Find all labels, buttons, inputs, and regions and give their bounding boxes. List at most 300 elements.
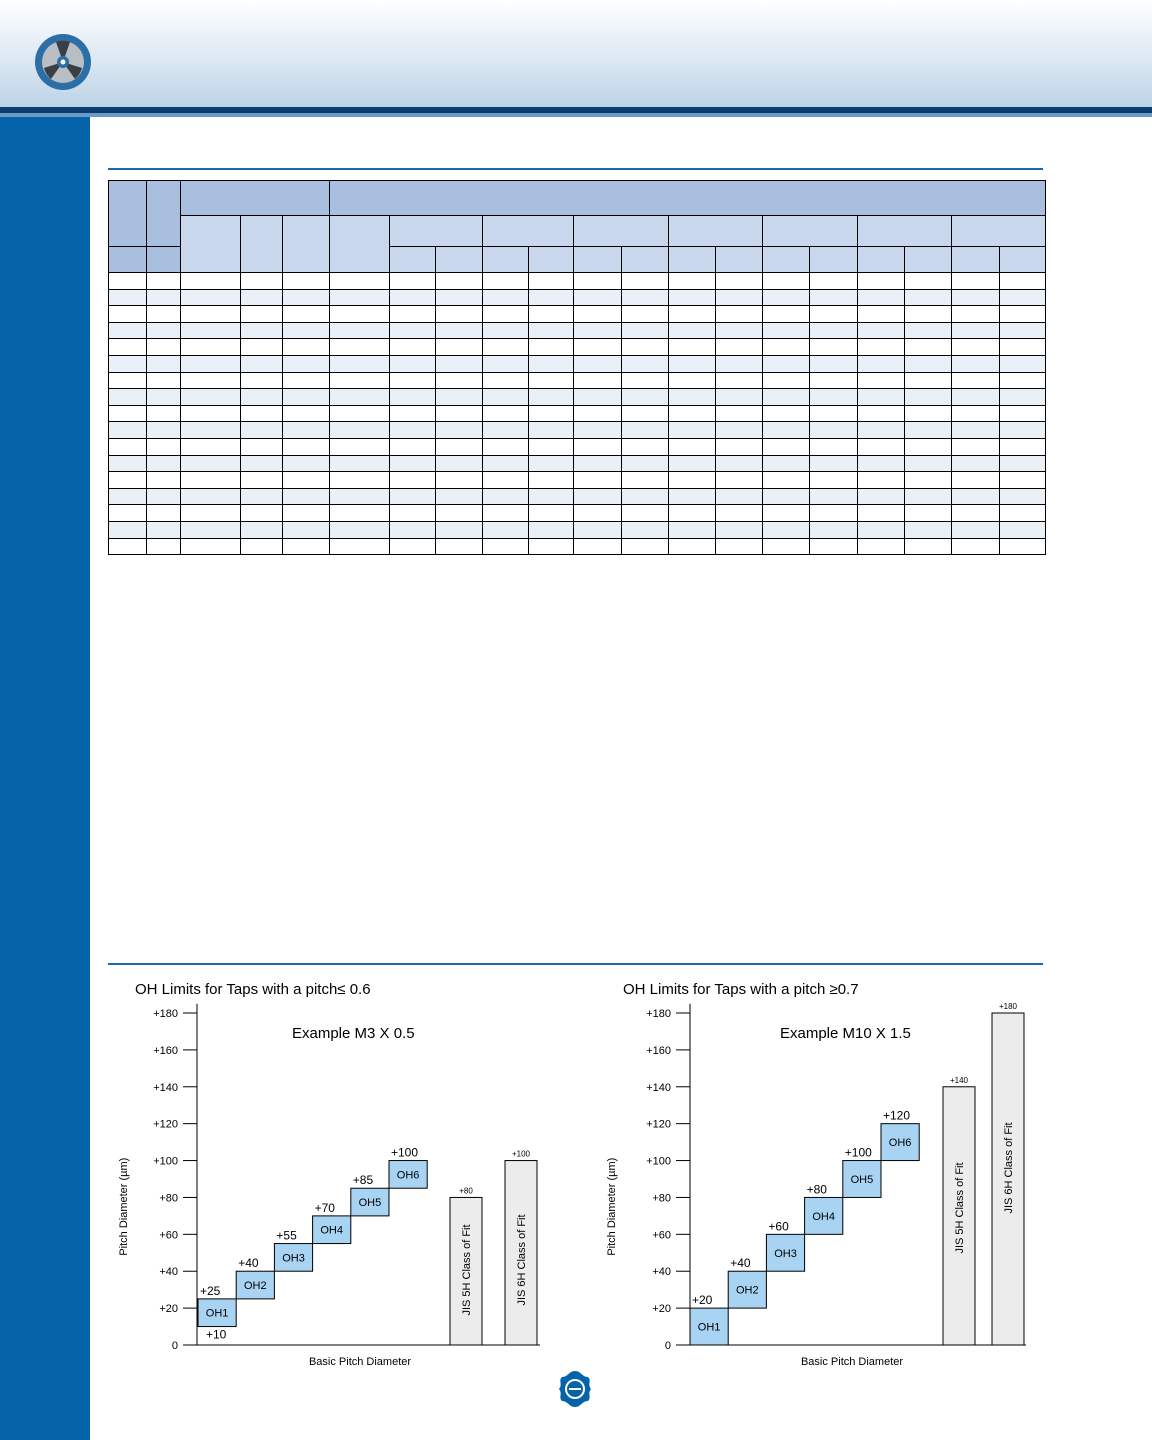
table-cell bbox=[810, 306, 858, 323]
table-cell bbox=[147, 372, 181, 389]
table-cell bbox=[669, 455, 716, 472]
table-cell bbox=[810, 455, 858, 472]
tick-label: +60 bbox=[652, 1229, 671, 1242]
table-cell bbox=[952, 339, 1000, 356]
table-cell bbox=[529, 455, 574, 472]
oh-upper-limit: +70 bbox=[314, 1200, 335, 1215]
table-row bbox=[109, 405, 1046, 422]
table-cell bbox=[147, 422, 181, 439]
table-cell bbox=[436, 289, 483, 306]
tick-label: +40 bbox=[652, 1266, 671, 1279]
table-cell bbox=[436, 505, 483, 522]
table-cell bbox=[716, 488, 763, 505]
table-cell bbox=[1000, 372, 1046, 389]
table-row bbox=[109, 355, 1046, 372]
table-cell bbox=[669, 488, 716, 505]
table-cell bbox=[147, 521, 181, 538]
table-cell bbox=[810, 422, 858, 439]
table-cell bbox=[1000, 306, 1046, 323]
table-cell bbox=[283, 289, 330, 306]
table-cell bbox=[241, 488, 283, 505]
table-cell bbox=[436, 372, 483, 389]
table-cell bbox=[181, 339, 241, 356]
table-cell bbox=[529, 521, 574, 538]
header-cell bbox=[905, 247, 952, 273]
table-cell bbox=[330, 322, 390, 339]
header-cell bbox=[952, 216, 1046, 247]
table-cell bbox=[330, 372, 390, 389]
tick-label: 0 bbox=[664, 1340, 671, 1352]
table-cell bbox=[436, 538, 483, 555]
table-cell bbox=[716, 521, 763, 538]
oh-upper-limit: +100 bbox=[391, 1145, 419, 1160]
table-cell bbox=[529, 422, 574, 439]
table-cell bbox=[669, 389, 716, 406]
table-cell bbox=[147, 405, 181, 422]
oh-box-label: OH2 bbox=[735, 1284, 759, 1297]
table-cell bbox=[858, 273, 905, 290]
table-cell bbox=[858, 488, 905, 505]
table-cell bbox=[241, 372, 283, 389]
table-cell bbox=[181, 355, 241, 372]
table-cell bbox=[283, 455, 330, 472]
table-cell bbox=[283, 273, 330, 290]
header-cell bbox=[147, 247, 181, 273]
table-cell bbox=[529, 505, 574, 522]
table-cell bbox=[283, 372, 330, 389]
table-cell bbox=[905, 389, 952, 406]
table-cell bbox=[716, 273, 763, 290]
table-cell bbox=[622, 355, 669, 372]
table-cell bbox=[952, 306, 1000, 323]
table-cell bbox=[483, 372, 529, 389]
table-cell bbox=[952, 355, 1000, 372]
table-cell bbox=[810, 521, 858, 538]
table-cell bbox=[109, 521, 147, 538]
table-cell bbox=[181, 273, 241, 290]
table-cell bbox=[716, 306, 763, 323]
table-cell bbox=[529, 339, 574, 356]
header-cell bbox=[390, 216, 483, 247]
table-cell bbox=[283, 405, 330, 422]
oh-upper-limit: +120 bbox=[883, 1108, 911, 1123]
header-cell bbox=[810, 247, 858, 273]
table-cell bbox=[763, 505, 810, 522]
table-cell bbox=[529, 438, 574, 455]
table-cell bbox=[669, 405, 716, 422]
tick-label: +140 bbox=[646, 1081, 671, 1094]
oh-lower-limit: +10 bbox=[206, 1327, 227, 1342]
table-cell bbox=[483, 289, 529, 306]
oh-box-label: OH2 bbox=[243, 1280, 267, 1293]
header-cell bbox=[241, 216, 283, 273]
jis-upper-limit: +80 bbox=[459, 1186, 473, 1196]
table-cell bbox=[622, 438, 669, 455]
oh-box-label: OH3 bbox=[774, 1247, 797, 1260]
table-cell bbox=[147, 488, 181, 505]
table-cell bbox=[436, 306, 483, 323]
oh-box-label: OH1 bbox=[697, 1321, 721, 1334]
table-cell bbox=[858, 339, 905, 356]
table-row bbox=[109, 488, 1046, 505]
table-cell bbox=[858, 472, 905, 489]
table-cell bbox=[109, 538, 147, 555]
table-cell bbox=[574, 405, 622, 422]
table-cell bbox=[858, 455, 905, 472]
table-cell bbox=[763, 339, 810, 356]
table-cell bbox=[529, 322, 574, 339]
table-cell bbox=[622, 488, 669, 505]
table-cell bbox=[905, 339, 952, 356]
tick-label: 0 bbox=[171, 1340, 178, 1352]
table-cell bbox=[858, 306, 905, 323]
table-cell bbox=[669, 306, 716, 323]
header-rule-light bbox=[0, 113, 1152, 117]
table-cell bbox=[1000, 505, 1046, 522]
tick-label: +100 bbox=[153, 1155, 178, 1168]
x-axis-label: Basic Pitch Diameter bbox=[800, 1356, 904, 1368]
table-cell bbox=[483, 422, 529, 439]
table-cell bbox=[905, 505, 952, 522]
header-cell bbox=[483, 247, 529, 273]
header-cell bbox=[109, 181, 147, 247]
table-cell bbox=[330, 438, 390, 455]
table-cell bbox=[390, 472, 436, 489]
table-row bbox=[109, 339, 1046, 356]
table-cell bbox=[483, 488, 529, 505]
table-cell bbox=[905, 355, 952, 372]
table-cell bbox=[529, 405, 574, 422]
table-cell bbox=[810, 472, 858, 489]
table-cell bbox=[283, 355, 330, 372]
table-row bbox=[109, 273, 1046, 290]
table-cell bbox=[763, 521, 810, 538]
table-cell bbox=[1000, 405, 1046, 422]
header-cell bbox=[763, 216, 858, 247]
table-row bbox=[109, 389, 1046, 406]
table-cell bbox=[109, 355, 147, 372]
jis-class-label: JIS 6H Class of Fit bbox=[1003, 1122, 1015, 1214]
table-cell bbox=[810, 389, 858, 406]
table-cell bbox=[952, 538, 1000, 555]
table-cell bbox=[952, 273, 1000, 290]
table-cell bbox=[905, 472, 952, 489]
table-row bbox=[109, 422, 1046, 439]
oh-box-label: OH1 bbox=[205, 1307, 229, 1320]
table-cell bbox=[858, 372, 905, 389]
table-cell bbox=[1000, 472, 1046, 489]
table-cell bbox=[622, 505, 669, 522]
table-cell bbox=[952, 472, 1000, 489]
table-cell bbox=[669, 505, 716, 522]
table-cell bbox=[763, 438, 810, 455]
data-table bbox=[108, 180, 1046, 555]
table-cell bbox=[858, 422, 905, 439]
table-cell bbox=[529, 289, 574, 306]
table-cell bbox=[147, 273, 181, 290]
table-cell bbox=[483, 455, 529, 472]
table-cell bbox=[716, 538, 763, 555]
table-cell bbox=[181, 455, 241, 472]
table-cell bbox=[622, 273, 669, 290]
table-cell bbox=[810, 372, 858, 389]
table-cell bbox=[952, 422, 1000, 439]
table-cell bbox=[330, 521, 390, 538]
table-cell bbox=[574, 355, 622, 372]
table-cell bbox=[810, 405, 858, 422]
table-cell bbox=[669, 322, 716, 339]
header-cell bbox=[529, 247, 574, 273]
table-cell bbox=[109, 339, 147, 356]
table-cell bbox=[241, 455, 283, 472]
table-cell bbox=[716, 372, 763, 389]
table-cell bbox=[181, 505, 241, 522]
table-cell bbox=[390, 405, 436, 422]
header-cell bbox=[952, 247, 1000, 273]
table-cell bbox=[905, 306, 952, 323]
table-cell bbox=[622, 306, 669, 323]
table-cell bbox=[241, 322, 283, 339]
table-cell bbox=[147, 538, 181, 555]
jis-class-label: JIS 5H Class of Fit bbox=[954, 1162, 966, 1254]
table-cell bbox=[436, 455, 483, 472]
table-cell bbox=[716, 422, 763, 439]
table-cell bbox=[390, 438, 436, 455]
oh-upper-limit: +25 bbox=[200, 1283, 221, 1298]
table-cell bbox=[241, 289, 283, 306]
table-row bbox=[109, 289, 1046, 306]
table-cell bbox=[574, 521, 622, 538]
table-cell bbox=[483, 389, 529, 406]
table-cell bbox=[147, 306, 181, 323]
table-cell bbox=[669, 438, 716, 455]
table-cell bbox=[669, 521, 716, 538]
table-cell bbox=[858, 322, 905, 339]
table-cell bbox=[669, 422, 716, 439]
table-cell bbox=[390, 289, 436, 306]
table-cell bbox=[109, 389, 147, 406]
header-cell bbox=[109, 247, 147, 273]
chart-left bbox=[108, 968, 548, 1373]
oh-upper-limit: +55 bbox=[276, 1228, 297, 1243]
oh-box-label: OH6 bbox=[396, 1169, 420, 1182]
table-cell bbox=[669, 273, 716, 290]
table-cell bbox=[529, 372, 574, 389]
table-cell bbox=[529, 538, 574, 555]
table-cell bbox=[574, 273, 622, 290]
table-cell bbox=[181, 322, 241, 339]
table-cell bbox=[181, 488, 241, 505]
table-cell bbox=[241, 273, 283, 290]
table-cell bbox=[810, 488, 858, 505]
table-cell bbox=[574, 372, 622, 389]
y-axis-label: Pitch Diameter (µm) bbox=[606, 1157, 618, 1256]
table-cell bbox=[952, 405, 1000, 422]
table-cell bbox=[181, 538, 241, 555]
table-cell bbox=[574, 488, 622, 505]
table-cell bbox=[810, 322, 858, 339]
table-cell bbox=[390, 339, 436, 356]
oh-box-label: OH5 bbox=[850, 1174, 874, 1186]
table-cell bbox=[669, 538, 716, 555]
table-cell bbox=[283, 422, 330, 439]
table-cell bbox=[283, 488, 330, 505]
table-cell bbox=[952, 289, 1000, 306]
table-cell bbox=[574, 322, 622, 339]
table-cell bbox=[574, 438, 622, 455]
table-cell bbox=[716, 438, 763, 455]
table-cell bbox=[390, 306, 436, 323]
table-cell bbox=[330, 339, 390, 356]
table-cell bbox=[669, 289, 716, 306]
table-cell bbox=[330, 455, 390, 472]
table-row bbox=[109, 455, 1046, 472]
tick-label: +160 bbox=[153, 1044, 178, 1057]
table-cell bbox=[1000, 521, 1046, 538]
tick-label: +60 bbox=[159, 1229, 178, 1242]
table-cell bbox=[716, 355, 763, 372]
table-cell bbox=[330, 355, 390, 372]
table-cell bbox=[390, 505, 436, 522]
table-cell bbox=[763, 306, 810, 323]
table-cell bbox=[716, 472, 763, 489]
table-cell bbox=[483, 538, 529, 555]
table-cell bbox=[858, 538, 905, 555]
table-cell bbox=[952, 372, 1000, 389]
table-cell bbox=[483, 472, 529, 489]
header-cell bbox=[330, 181, 1046, 216]
table-cell bbox=[1000, 273, 1046, 290]
table-cell bbox=[669, 372, 716, 389]
page-header bbox=[0, 0, 1152, 107]
table-cell bbox=[436, 339, 483, 356]
table-cell bbox=[390, 389, 436, 406]
table-row bbox=[109, 472, 1046, 489]
table-cell bbox=[622, 372, 669, 389]
table-cell bbox=[109, 372, 147, 389]
oh-box-label: OH3 bbox=[282, 1252, 305, 1265]
oh-upper-limit: +20 bbox=[692, 1293, 713, 1308]
table-row bbox=[109, 372, 1046, 389]
table-cell bbox=[283, 306, 330, 323]
oh-upper-limit: +85 bbox=[352, 1173, 374, 1188]
table-cell bbox=[181, 372, 241, 389]
table-cell bbox=[716, 339, 763, 356]
table-cell bbox=[109, 289, 147, 306]
table-cell bbox=[483, 438, 529, 455]
table-cell bbox=[330, 505, 390, 522]
table-cell bbox=[330, 422, 390, 439]
table-cell bbox=[483, 306, 529, 323]
table-row bbox=[109, 322, 1046, 339]
table-cell bbox=[330, 488, 390, 505]
table-cell bbox=[905, 521, 952, 538]
table-cell bbox=[858, 438, 905, 455]
table-cell bbox=[283, 438, 330, 455]
oh-box-label: OH5 bbox=[358, 1197, 382, 1210]
table-cell bbox=[716, 405, 763, 422]
table-cell bbox=[241, 521, 283, 538]
table-cell bbox=[622, 472, 669, 489]
table-cell bbox=[1000, 389, 1046, 406]
table-cell bbox=[905, 455, 952, 472]
table-cell bbox=[436, 355, 483, 372]
table-cell bbox=[109, 488, 147, 505]
table-cell bbox=[574, 289, 622, 306]
table-cell bbox=[241, 306, 283, 323]
table-cell bbox=[330, 538, 390, 555]
chart-title: OH Limits for Taps with a pitch≤ 0.6 bbox=[135, 981, 371, 998]
table-cell bbox=[669, 472, 716, 489]
table-cell bbox=[574, 455, 622, 472]
oh-upper-limit: +40 bbox=[238, 1256, 259, 1271]
table-cell bbox=[147, 355, 181, 372]
table-cell bbox=[574, 339, 622, 356]
table-cell bbox=[109, 422, 147, 439]
table-cell bbox=[1000, 438, 1046, 455]
table-cell bbox=[147, 505, 181, 522]
table-cell bbox=[810, 289, 858, 306]
table-cell bbox=[810, 505, 858, 522]
left-sidebar-band bbox=[0, 117, 90, 1440]
table-cell bbox=[241, 355, 283, 372]
header-cell bbox=[669, 247, 716, 273]
table-cell bbox=[483, 273, 529, 290]
header-cell bbox=[181, 181, 330, 216]
header-cell bbox=[283, 216, 330, 273]
table-cell bbox=[622, 322, 669, 339]
table-cell bbox=[483, 505, 529, 522]
table-cell bbox=[241, 438, 283, 455]
header-cell bbox=[763, 247, 810, 273]
table-cell bbox=[716, 389, 763, 406]
table-cell bbox=[1000, 538, 1046, 555]
table-cell bbox=[858, 355, 905, 372]
table-cell bbox=[905, 405, 952, 422]
table-cell bbox=[529, 306, 574, 323]
table-cell bbox=[181, 289, 241, 306]
table-cell bbox=[529, 355, 574, 372]
table-cell bbox=[390, 422, 436, 439]
tick-label: +120 bbox=[153, 1118, 178, 1131]
table-cell bbox=[436, 438, 483, 455]
table-cell bbox=[810, 438, 858, 455]
table-top-rule bbox=[108, 168, 1043, 170]
table-cell bbox=[147, 289, 181, 306]
table-cell bbox=[283, 389, 330, 406]
table-cell bbox=[483, 405, 529, 422]
table-cell bbox=[810, 339, 858, 356]
table-cell bbox=[763, 289, 810, 306]
table-cell bbox=[390, 273, 436, 290]
table-cell bbox=[283, 521, 330, 538]
x-axis-label: Basic Pitch Diameter bbox=[308, 1356, 412, 1368]
table-cell bbox=[390, 355, 436, 372]
table-cell bbox=[952, 455, 1000, 472]
table-row bbox=[109, 438, 1046, 455]
table-cell bbox=[283, 538, 330, 555]
table-cell bbox=[622, 538, 669, 555]
chart-example: Example M10 X 1.5 bbox=[780, 1025, 911, 1042]
table-cell bbox=[763, 455, 810, 472]
table-cell bbox=[763, 472, 810, 489]
tick-label: +20 bbox=[652, 1303, 671, 1316]
table-cell bbox=[529, 488, 574, 505]
table-cell bbox=[622, 405, 669, 422]
table-cell bbox=[529, 472, 574, 489]
tick-label: +180 bbox=[646, 1008, 671, 1020]
table-cell bbox=[181, 472, 241, 489]
